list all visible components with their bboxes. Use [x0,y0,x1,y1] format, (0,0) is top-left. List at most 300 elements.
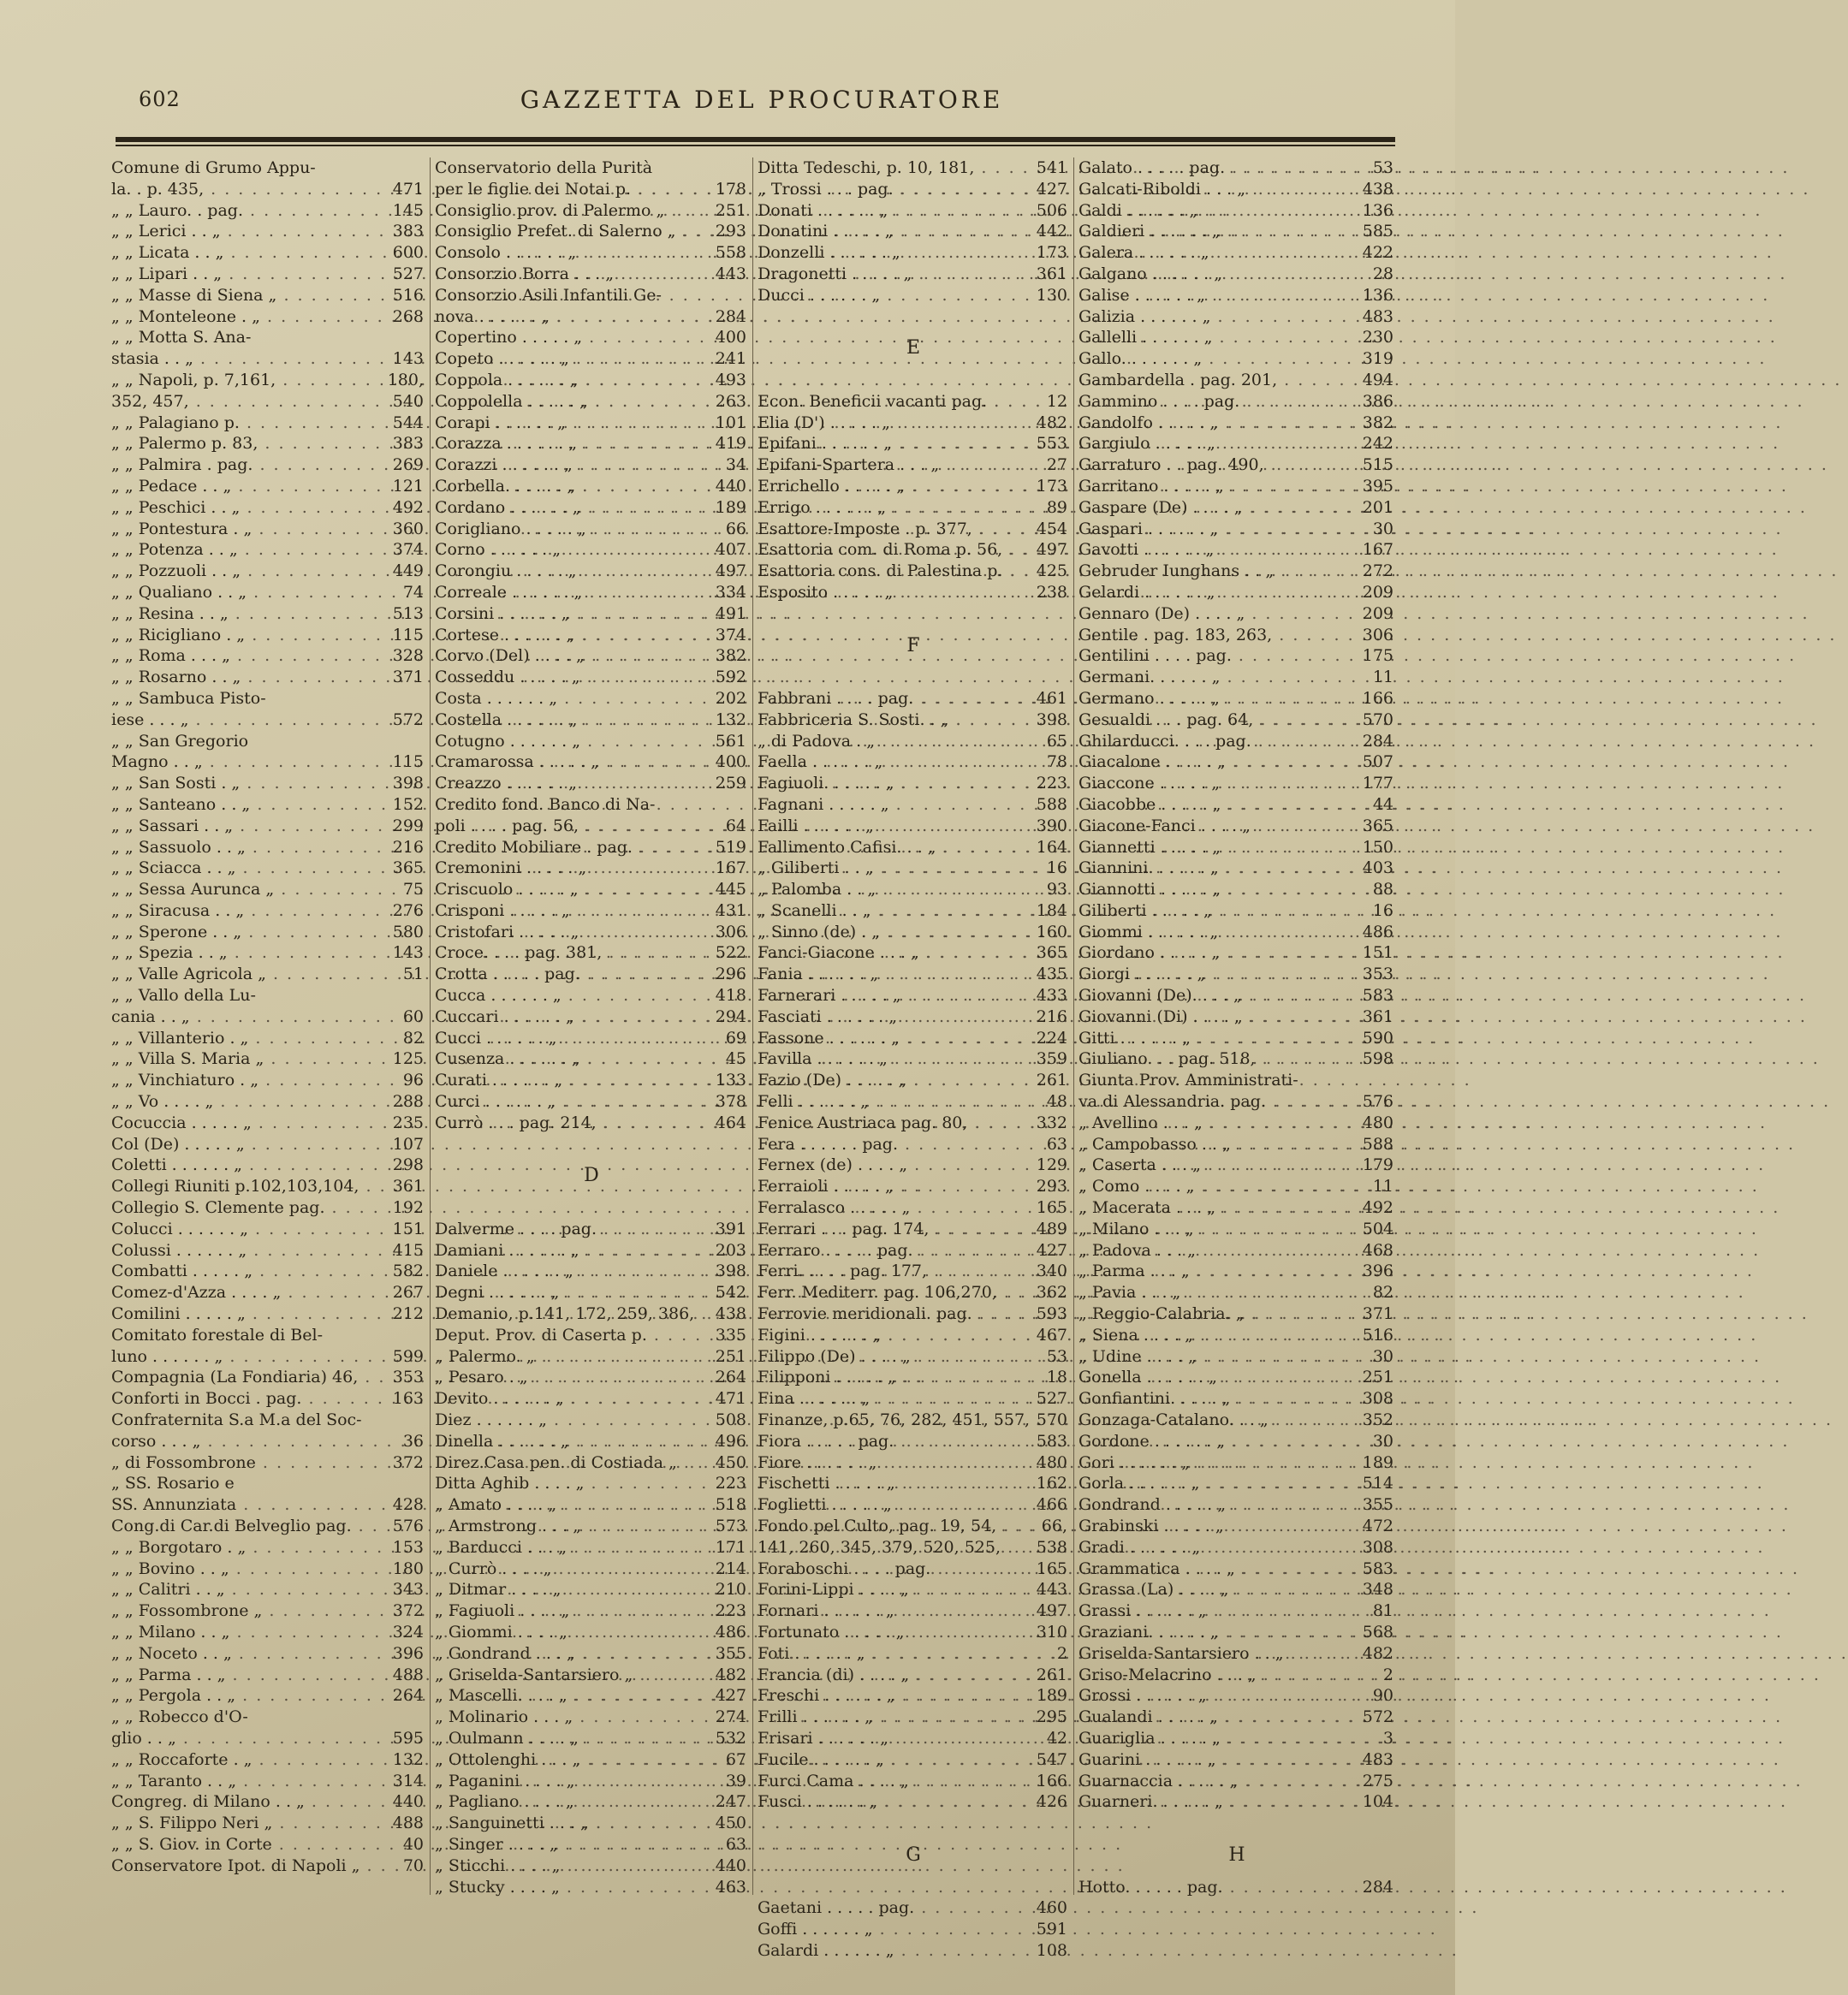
entry-page-number: 264 [715,1368,746,1387]
index-entry [758,519,1069,540]
entry-text: Galise . . . . . . „ . . . [1078,285,1347,306]
entry-page-number: 18 [1046,1368,1067,1387]
entry-page-number: 442 [1036,222,1067,241]
entry-page-number: 599 [392,1346,424,1366]
index-entry [111,1367,425,1388]
entry-text: Grabinski . . . . . „ . . . [1078,1516,1347,1537]
index-entry [435,1791,748,1813]
entry-page-number: 483 [1362,306,1393,326]
entry-text: „ „ Valle Agricola „ . . . [111,964,377,985]
entry-page-number: 355 [715,1643,746,1663]
entry-page-number: 361 [1362,1006,1393,1026]
entry-page-number: 483 [1362,1749,1393,1769]
index-entry [111,370,425,391]
entry-page-number: 251 [1362,1368,1393,1387]
entry-page-number: 538 [1036,1537,1067,1557]
entry-text: „ „ Siracusa . . „ . . . [111,900,377,922]
entry-text: „ Avellino . . . „ . . . [1078,1113,1347,1134]
entry-text: Ferralasco . . . . . „ . . . [758,1197,1021,1219]
entry-page-number: 179 [1362,1155,1393,1175]
index-entry [435,900,748,922]
entry-text: Ferri. . . . . pag. 177, . . . [758,1261,1021,1282]
entry-text: „ Gondrand . . . „ . . . [435,1643,700,1665]
index-entry [111,1452,425,1474]
index-entry [111,476,425,497]
index-entry [758,1622,1069,1643]
entry-text: Corigliano . . . . . „ . . . [435,519,700,540]
entry-text: per le figlie dei Notai p. . . . [435,179,700,200]
entry-text: Demanio, p.141, 172, 259, 386, . . . [435,1303,700,1325]
page-number: 602 [139,87,181,111]
index-entry [1078,1219,1395,1240]
index-entry [435,1261,748,1282]
index-entry [435,1431,748,1452]
index-entry [758,773,1069,794]
entry-text: „ Oulmann . . . . „ . . . [435,1728,700,1749]
entry-text: Giaccone . . . . . „ . . . [1078,773,1347,794]
entry-page-number: 40 [402,1834,424,1854]
entry-page-number: 93 [1046,880,1067,900]
entry-page-number: 334 [715,582,746,602]
index-entry [111,1303,425,1325]
index-entry [111,391,425,413]
index-entry [758,285,1069,306]
entry-text: Fiore . . . . . . „ . . . [758,1452,1021,1474]
index-entry [435,1240,748,1262]
entry-text: Damiani . . . . . . „ . . . [435,1240,700,1262]
entry-page-number: 572 [392,710,424,729]
index-entry [435,625,748,646]
entry-page-number: 235 [392,1113,424,1132]
entry-page-number: 269 [392,455,424,475]
index-entry [1078,1473,1395,1494]
entry-text: Galera . . . . . . „ . . . [1078,242,1347,264]
index-entry [1078,370,1395,391]
entry-text: „ Currò . . . . „ . . . [435,1559,700,1580]
entry-text: Ferrari . . . pag. 174, . . . [758,1219,1021,1240]
entry-text: Daniele . . . . . . „ . . . [435,1261,700,1282]
entry-text: Cristofari . . . . . „ . . . [435,922,700,943]
index-entry [435,1685,748,1707]
entry-page-number: 427 [715,1686,746,1706]
index-entry [758,1346,1069,1368]
index-entry [1078,1452,1395,1474]
entry-page-number: 39 [725,1771,746,1790]
entry-text: Errigo . . . . . . „ . . . [758,497,1021,519]
entry-text: „ „ Vo . . . . „ . . . [111,1091,377,1113]
entry-text: „ „ Roccaforte . „ . . . [111,1749,377,1771]
entry-page-number: 16 [1372,900,1393,920]
entry-page-number: 2 [1056,1643,1067,1663]
entry-text: Francia (di) . . . . „ . . . [758,1665,1021,1686]
entry-text: „ Reggio-Calabria. „ . . . [1078,1303,1347,1325]
entry-page-number: 365 [1036,943,1067,963]
index-entry [111,858,425,879]
index-entry [435,1771,748,1792]
entry-page-number: 415 [392,1240,424,1260]
entry-page-number: 130 [1036,285,1067,305]
entry-text: „ „ Resina . . „ . . . [111,603,377,625]
entry-text: Cremonini . . . . . „ . . . [435,858,700,879]
entry-text: Coppolella . . . . . „ . . . [435,391,700,413]
index-entry [1078,1600,1395,1622]
entry-page-number: 593 [1036,1304,1067,1324]
index-entry [435,751,748,773]
entry-text: „ Ottolenghi . . . „ . . . [435,1749,700,1771]
entry-text: Farnerari . . . . . „ . . . [758,985,1021,1006]
entry-page-number: 81 [1372,1601,1393,1621]
index-entry [435,1579,748,1600]
entry-page-number: 324 [392,1622,424,1642]
entry-text: „ Fagiuoli . . . . „ . . . [435,1600,700,1622]
entry-page-number: 251 [715,200,746,220]
entry-text: luno . . . . . . „ . . . [111,1346,377,1368]
index-entry [111,1537,425,1559]
entry-text: „ „ Motta S. Ana- [111,328,252,347]
entry-text: Dragonetti . . . . . „ . . . [758,264,1021,285]
entry-page-number: 173 [1036,476,1067,496]
index-entry [435,1282,748,1303]
entry-text: „ Armstrong . . . „ . . . [435,1516,700,1537]
entry-page-number: 576 [392,1517,424,1535]
index-entry [758,1559,1069,1580]
index-entry [1078,1240,1395,1262]
index-entry [758,1940,1069,1962]
entry-page-number: 422 [1362,243,1393,263]
entry-page-number: 82 [1372,1283,1393,1303]
index-entry [111,688,425,710]
index-entry [435,348,748,370]
entry-page-number: 355 [1362,1495,1393,1515]
entry-text: „ „ Lauro. . pag. . . . [111,200,377,222]
entry-text: Galato . . . . . pag. . . . [1078,157,1347,179]
entry-text: Cusenza . . . . . . „ . . . [435,1048,700,1070]
index-entry [435,391,748,413]
index-entry [1078,285,1395,306]
index-entry [758,710,1069,731]
entry-page-number: 267 [392,1283,424,1303]
entry-page-number: 108 [1036,1940,1067,1960]
index-entry [111,985,425,1006]
entry-text: Guarneri. . . . . . „ . . . [1078,1791,1347,1813]
index-entry [435,1388,748,1410]
column-divider [752,157,753,1895]
index-entry [758,200,1069,222]
index-entry [435,1452,748,1474]
index-entry [758,1897,1069,1919]
entry-text: Grossi . . . . . . „ . . . [1078,1685,1347,1707]
entry-page-number: 583 [1362,986,1393,1006]
entry-page-number: 427 [1036,179,1067,199]
entry-page-number: 145 [392,200,424,220]
entry-text: „ Ditmar . . . . „ . . . [435,1579,700,1600]
entry-page-number: 472 [1362,1517,1393,1535]
index-entry [435,1219,748,1240]
entry-page-number: 468 [1362,1240,1393,1260]
index-entry [758,221,1069,242]
index-entry [1078,688,1395,710]
entry-page-number: 365 [392,858,424,878]
entry-page-number: 428 [392,1495,424,1515]
index-entry [111,731,425,752]
index-entry [435,879,748,900]
index-entry [111,561,425,582]
spacer [758,306,1069,328]
entry-text: „ „ Licata . . „ . . . [111,242,377,264]
entry-page-number: 359 [1036,1049,1067,1069]
index-entry [758,1516,1069,1537]
index-entry [1078,1791,1395,1813]
entry-text: Correale . . . . . . „ . . . [435,582,700,603]
entry-page-number: 372 [392,1452,424,1472]
entry-page-number: 516 [1362,1325,1393,1345]
entry-page-number: 70 [402,1855,424,1875]
index-entry [111,1388,425,1410]
entry-text: Filippo (De) . . . . „ . . . [758,1346,1021,1368]
entry-text: Fania . . . . . . „ . . . [758,964,1021,985]
entry-page-number: 209 [1362,603,1393,623]
index-entry [758,179,1069,200]
entry-text: Fenice Austriaca pag. 80, . . . [758,1113,1021,1134]
entry-text: Goffi . . . . . . „ . . . [758,1919,1021,1940]
entry-page-number: 471 [715,1389,746,1409]
entry-page-number: 353 [392,1368,424,1387]
entry-text: Colussi . . . . . . „ . . . [111,1240,377,1262]
entry-text: Gualandi . . . . . „ . . . [1078,1707,1347,1728]
entry-page-number: 440 [715,1855,746,1875]
index-entry [758,1282,1069,1303]
entry-text: Finanze, p.65, 76, 282, 451, 557, . . . [758,1410,1021,1431]
entry-page-number: 136 [1362,285,1393,305]
index-entry [758,1303,1069,1325]
entry-text: Combatti . . . . . „ . . . [111,1261,377,1282]
index-entry [1078,1176,1395,1197]
index-entry [435,985,748,1006]
entry-page-number: 45 [725,1049,746,1069]
entry-text: Gradi . . . . . . „ . . . [1078,1537,1347,1559]
index-entry [111,1813,425,1834]
index-entry [111,264,425,285]
entry-page-number: 295 [1036,1707,1067,1727]
entry-text: Fondo pel Culto, pag. 19, 54, . . . [758,1516,1021,1537]
entry-page-number: 164 [1036,837,1067,857]
entry-text: Giacobbe . . . . . „ . . . [1078,794,1347,816]
entry-text: Compagnia (La Fondiaria) 46, . . . [111,1367,377,1388]
index-entry [435,1749,748,1771]
entry-text: Ferr. Mediterr. pag. 106,270, . . . [758,1282,1021,1303]
entry-page-number: 30 [1372,519,1393,538]
index-entry [111,1240,425,1262]
entry-text: Comune di Grumo Appu- [111,158,316,177]
entry-text: „ Mascelli. . . . „ . . . [435,1685,700,1707]
entry-page-number: 396 [392,1643,424,1663]
entry-page-number: 598 [1362,1049,1393,1069]
entry-text: „ Parma . . . „ . . . [1078,1261,1347,1282]
entry-text: Crotta . . . . . pag. . . . [435,964,700,985]
index-entry [1078,221,1395,242]
entry-page-number: 272 [1362,561,1393,581]
entry-page-number: 167 [715,858,746,878]
index-entry [435,731,748,752]
letter-heading [758,625,1069,668]
index-entry [435,476,748,497]
entry-page-number: 224 [1036,1028,1067,1048]
entry-text: Gondrand . . . . . „ . . . [1078,1494,1347,1516]
index-entry [111,1834,425,1855]
index-entry [1078,306,1395,328]
entry-text: „ „ Lipari . . „ . . . [111,264,377,285]
entry-page-number: 223 [715,1601,746,1621]
entry-page-number: 573 [715,1517,746,1535]
entry-page-number: 480 [1036,1452,1067,1472]
entry-text: Errichello . . . . . „ . . . [758,476,1021,497]
entry-text: corso . . . „ . . . [111,1431,377,1452]
index-entry [435,858,748,879]
entry-page-number: 497 [1036,540,1067,560]
index-entry [1078,582,1395,603]
entry-page-number: 493 [715,370,746,389]
entry-text: Fucile . . . . . . „ . . . [758,1749,1021,1771]
entry-text: Donatini . . . . . „ . . . [758,221,1021,242]
index-entry [758,751,1069,773]
entry-page-number: 513 [392,603,424,623]
letter-heading-text: G [906,1844,921,1866]
entry-text: Deput. Prov. di Caserta p. . . . [435,1325,700,1346]
entry-page-number: 34 [725,455,746,475]
index-entry [435,561,748,582]
entry-page-number: 515 [1362,455,1393,475]
index-entry [1078,1728,1395,1749]
entry-page-number: 496 [715,1431,746,1451]
entry-page-number: 30 [1372,1346,1393,1366]
entry-page-number: 162 [1036,1474,1067,1493]
entry-page-number: 296 [715,965,746,984]
entry-page-number: 572 [1362,1707,1393,1727]
index-entry [111,1855,425,1877]
entry-text: Fornari . . . . . . „ . . . [758,1600,1021,1622]
index-entry [758,1155,1069,1176]
index-entry [1078,1367,1395,1388]
entry-text: Esposito . . . . . „ . . . [758,582,1021,603]
entry-text: Cortese . . . . . . „ . . . [435,625,700,646]
entry-text: „ Molinario . . . „ . . . [435,1707,700,1728]
entry-page-number: 427 [1036,1240,1067,1260]
entry-text: „ Palomba . . „ . . . [758,879,1021,900]
entry-text: Costella . . . . . . „ . . . [435,710,700,731]
entry-page-number: 167 [1362,540,1393,560]
entry-text: Dalverme . . . . pag. . . . [435,1219,700,1240]
entry-text: „ „ Vinchiaturo . „ . . . [111,1070,377,1091]
index-entry [111,1176,425,1197]
index-entry [758,1091,1069,1113]
entry-page-number: 489 [1036,1219,1067,1238]
entry-text: Galdi . . . . . . „ . . . [1078,200,1347,222]
entry-text: Cucca . . . . . . „ . . . [435,985,700,1006]
index-entry [758,1749,1069,1771]
entry-text: „ Palermo. „ . . . [435,1346,700,1368]
index-entry [758,942,1069,964]
entry-page-number: 166 [1036,1771,1067,1790]
index-entry [758,413,1069,434]
entry-page-number: 532 [715,1728,746,1748]
entry-page-number: 553 [1036,434,1067,454]
entry-page-number: 365 [1362,816,1393,835]
entry-page-number: 151 [1362,943,1393,963]
index-entry [758,1919,1069,1940]
entry-text: Consorzio Borra . . . „ . . . [435,264,700,285]
spacer [758,370,1069,391]
entry-text: Esattoria com. di Roma p. 56, . . . [758,539,1021,561]
index-entry [1078,645,1395,667]
entry-text: „ Udine . . . . „ . . . [1078,1346,1347,1368]
index-entry [758,1261,1069,1282]
letter-heading [435,1155,748,1197]
entry-page-number: 431 [715,900,746,920]
entry-page-number: 66 [725,519,746,538]
entry-page-number: 374 [392,540,424,560]
index-entry [111,1516,425,1537]
entry-text: „ „ Santeano . . „ . . . [111,794,377,816]
index-entry [435,221,748,242]
entry-page-number: 400 [715,328,746,347]
entry-text: Frilli . . . . . . „ . . . [758,1707,1021,1728]
index-entry [111,157,425,179]
entry-page-number: 65 [1046,731,1067,751]
entry-page-number: 165 [1036,1559,1067,1578]
entry-page-number: 69 [725,1028,746,1048]
entry-page-number: 570 [1362,710,1393,729]
entry-page-number: 143 [392,943,424,963]
entry-page-number: 180 [392,1559,424,1578]
index-entry [435,327,748,348]
index-entry [1078,476,1395,497]
entry-page-number: 332 [1036,1113,1067,1132]
entry-page-number: 284 [1362,731,1393,751]
entry-text: 141, 260, 345, 379, 520, 525, . . . [758,1537,1021,1559]
entry-page-number: 362 [1036,1283,1067,1303]
index-entry [111,200,425,222]
entry-text: Fera . . . . . . pag. . . . [758,1134,1021,1155]
entry-text: „ „ Noceto . . „ . . . [111,1643,377,1665]
entry-page-number: 361 [1036,264,1067,283]
entry-text: „ Stucky . . . . „ . . . [435,1877,700,1898]
entry-page-number: 115 [392,625,424,644]
index-entry [111,922,425,943]
entry-text: Giannotti . . . . . „ . . . [1078,879,1347,900]
index-entry [435,942,748,964]
index-entry [111,1028,425,1049]
index-entry [1078,327,1395,348]
entry-text: Gavotti . . . . . . „ . . . [1078,539,1347,561]
index-entry [111,1494,425,1516]
index-entry [435,1048,748,1070]
index-entry [1078,454,1395,476]
entry-text: Consorzio Asili Infantili Ge- [435,285,662,305]
index-entry [758,264,1069,285]
index-entry [1078,539,1395,561]
index-entry [1078,1134,1395,1155]
entry-page-number: 101 [715,413,746,432]
entry-page-number: 494 [1362,370,1393,389]
entry-text: Gelardi . . . . . . „ . . . [1078,582,1347,603]
entry-text: Corbella. . . . . . „ . . . [435,476,700,497]
entry-text: „ Paganini . . . . „ . . . [435,1771,700,1792]
entry-page-number: 440 [715,476,746,496]
entry-text: „ „ Bovino . . „ . . . [111,1559,377,1580]
entry-text: „ „ Sessa Aurunca „ . . . [111,879,377,900]
entry-text: Giovanni (Di) . . . . „ . . . [1078,1006,1347,1028]
entry-text: Corazza . . . . . . „ . . . [435,433,700,454]
